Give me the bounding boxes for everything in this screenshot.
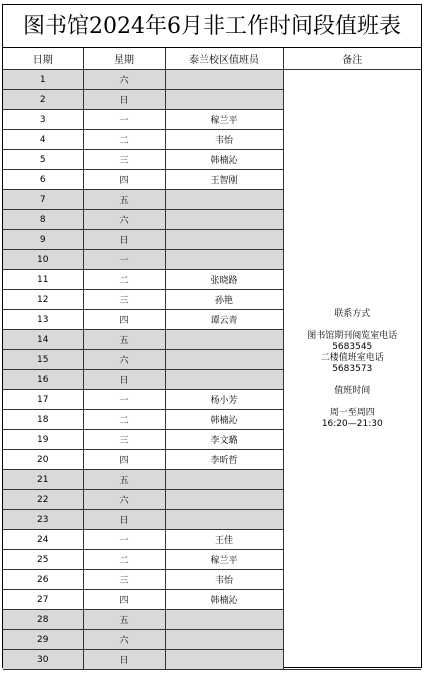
header-row [3,48,421,70]
duty-staff-cell [165,330,283,350]
date-cell: 24 [3,530,83,550]
duty-staff-cell: 李昕哲 [165,450,283,470]
date-cell: 3 [3,110,83,130]
duty-staff-cell [165,630,283,650]
duty-staff-cell: 王佳 [165,530,283,550]
duty-staff-cell: 韩楠沁 [165,590,283,610]
duty-staff-cell: 韦怡 [165,570,283,590]
duty-staff-cell: 李文璐 [165,430,283,450]
duty-staff-cell [165,210,283,230]
date-cell: 21 [3,470,83,490]
date-cell: 8 [3,210,83,230]
office1-phone: 5683545 [332,342,373,352]
date-cell: 2 [3,90,83,110]
schedule-table [3,48,421,670]
date-cell: 4 [3,130,83,150]
date-cell: 1 [3,70,83,90]
office2-phone: 5683573 [332,364,373,374]
duty-staff-cell [165,90,283,110]
weekday-cell: 日 [83,510,165,530]
duty-staff-cell: 稼兰平 [165,550,283,570]
duty-staff-cell: 韩楠沁 [165,410,283,430]
header-duty-staff: 泰兰校区值班员 [165,48,283,70]
duty-staff-cell [165,470,283,490]
duty-staff-cell: 杨小芳 [165,390,283,410]
date-cell: 20 [3,450,83,470]
duty-staff-cell: 韩楠沁 [165,150,283,170]
date-cell: 26 [3,570,83,590]
duty-staff-cell [165,490,283,510]
date-cell: 13 [3,310,83,330]
duty-staff-cell [165,610,283,630]
page-title: 图书馆2024年6月非工作时间段值班表 [3,5,421,48]
hours-title: 值班时间 [334,386,371,396]
contact-title: 联系方式 [334,309,371,319]
date-cell: 19 [3,430,83,450]
weekday-cell: 四 [83,450,165,470]
weekday-cell: 三 [83,430,165,450]
weekday-cell: 六 [83,350,165,370]
date-cell: 17 [3,390,83,410]
date-cell: 25 [3,550,83,570]
hours-days: 周一至周四 [329,408,375,418]
duty-staff-cell: 孙艳 [165,290,283,310]
header-notes: 备注 [283,48,421,70]
weekday-cell: 日 [83,370,165,390]
duty-staff-cell: 谭云青 [165,310,283,330]
duty-staff-cell [165,250,283,270]
weekday-cell: 一 [83,250,165,270]
header-weekday: 星期 [83,48,165,70]
notes-content [284,309,422,430]
weekday-cell: 四 [83,310,165,330]
duty-staff-cell [165,230,283,250]
date-cell: 18 [3,410,83,430]
office2-label: 二楼值班室电话 [320,353,384,363]
weekday-cell: 五 [83,610,165,630]
hours-time: 16:20—21:30 [321,419,383,429]
date-cell: 28 [3,610,83,630]
duty-staff-cell [165,190,283,210]
weekday-cell: 日 [83,230,165,250]
office1-label: 图书馆期刊阅览室电话 [307,331,398,341]
duty-staff-cell: 稼兰平 [165,110,283,130]
header-date: 日期 [3,48,83,70]
weekday-cell: 六 [83,630,165,650]
date-cell: 15 [3,350,83,370]
weekday-cell: 四 [83,590,165,610]
date-cell: 22 [3,490,83,510]
duty-staff-cell [165,510,283,530]
weekday-cell: 六 [83,210,165,230]
weekday-cell: 五 [83,190,165,210]
weekday-cell: 六 [83,490,165,510]
weekday-cell: 二 [83,130,165,150]
weekday-cell: 一 [83,390,165,410]
duty-staff-cell [165,370,283,390]
weekday-cell: 二 [83,550,165,570]
duty-staff-cell: 王智刚 [165,170,283,190]
duty-staff-cell: 张晓路 [165,270,283,290]
duty-staff-cell [165,650,283,670]
date-cell: 29 [3,630,83,650]
weekday-cell: 六 [83,70,165,90]
weekday-cell: 一 [83,110,165,130]
duty-staff-cell [165,350,283,370]
date-cell: 23 [3,510,83,530]
date-cell: 16 [3,370,83,390]
notes-cell [283,70,421,670]
date-cell: 30 [3,650,83,670]
date-cell: 27 [3,590,83,610]
date-cell: 10 [3,250,83,270]
date-cell: 9 [3,230,83,250]
date-cell: 12 [3,290,83,310]
weekday-cell: 五 [83,470,165,490]
date-cell: 5 [3,150,83,170]
date-cell: 7 [3,190,83,210]
table-row [3,70,421,90]
duty-staff-cell [165,70,283,90]
date-cell: 14 [3,330,83,350]
date-cell: 11 [3,270,83,290]
date-cell: 6 [3,170,83,190]
duty-schedule-sheet [2,4,422,668]
weekday-cell: 二 [83,270,165,290]
weekday-cell: 五 [83,330,165,350]
weekday-cell: 四 [83,170,165,190]
weekday-cell: 二 [83,410,165,430]
duty-staff-cell: 韦怡 [165,130,283,150]
weekday-cell: 一 [83,530,165,550]
weekday-cell: 三 [83,150,165,170]
weekday-cell: 三 [83,290,165,310]
weekday-cell: 日 [83,90,165,110]
weekday-cell: 三 [83,570,165,590]
weekday-cell: 日 [83,650,165,670]
